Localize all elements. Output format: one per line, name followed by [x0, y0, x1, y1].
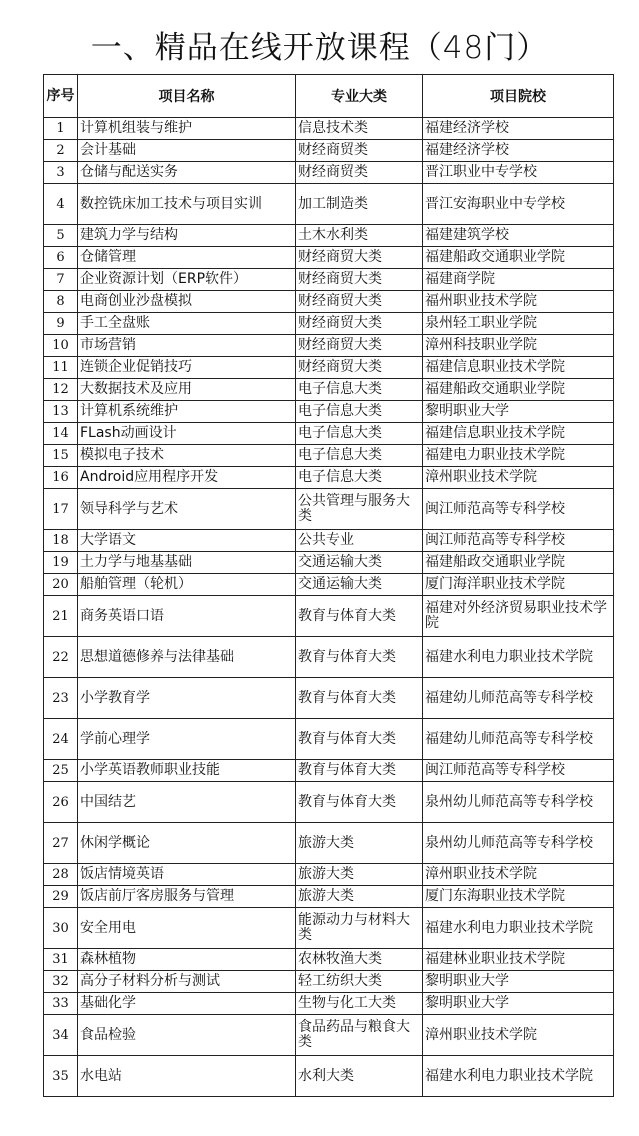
major-category: 财经商贸类 — [296, 162, 423, 184]
major-category: 交通运输大类 — [296, 574, 423, 596]
course-name: 基础化学 — [78, 993, 296, 1015]
table-row — [44, 760, 614, 782]
major-category: 土木水利类 — [296, 225, 423, 247]
school-name: 福建幼儿师范高等专科学校 — [423, 719, 614, 760]
major-category: 财经商贸大类 — [296, 313, 423, 335]
table-row — [44, 993, 614, 1015]
table-row — [44, 1015, 614, 1056]
school-name: 厦门海洋职业技术学院 — [423, 574, 614, 596]
course-name: 市场营销 — [78, 335, 296, 357]
course-name: 学前心理学 — [78, 719, 296, 760]
course-table-container — [43, 74, 613, 1097]
school-name: 福建经济学校 — [423, 140, 614, 162]
table-row — [44, 247, 614, 269]
major-category: 财经商贸大类 — [296, 335, 423, 357]
row-number: 16 — [44, 467, 78, 489]
row-number: 3 — [44, 162, 78, 184]
course-name: 思想道德修养与法律基础 — [78, 637, 296, 678]
header-major: 专业大类 — [296, 75, 423, 118]
course-name: 手工全盘账 — [78, 313, 296, 335]
row-number: 17 — [44, 489, 78, 530]
school-name: 福建信息职业技术学院 — [423, 423, 614, 445]
table-row — [44, 313, 614, 335]
row-number: 22 — [44, 637, 78, 678]
major-category: 财经商贸大类 — [296, 247, 423, 269]
table-row — [44, 530, 614, 552]
school-name: 福建经济学校 — [423, 118, 614, 140]
row-number: 26 — [44, 782, 78, 823]
table-row — [44, 335, 614, 357]
major-category: 教育与体育大类 — [296, 637, 423, 678]
course-name: 中国结艺 — [78, 782, 296, 823]
school-name: 漳州职业技术学院 — [423, 1015, 614, 1056]
major-category: 教育与体育大类 — [296, 719, 423, 760]
row-number: 10 — [44, 335, 78, 357]
school-name: 福建建筑学校 — [423, 225, 614, 247]
row-number: 30 — [44, 908, 78, 949]
header-seq: 序号 — [44, 75, 78, 118]
major-category: 财经商贸大类 — [296, 291, 423, 313]
major-category: 轻工纺织大类 — [296, 971, 423, 993]
major-category: 教育与体育大类 — [296, 782, 423, 823]
row-number: 19 — [44, 552, 78, 574]
course-name: 大学语文 — [78, 530, 296, 552]
row-number: 7 — [44, 269, 78, 291]
course-name: 饭店前厅客房服务与管理 — [78, 886, 296, 908]
school-name: 厦门东海职业技术学院 — [423, 886, 614, 908]
school-name: 福建水利电力职业技术学院 — [423, 908, 614, 949]
school-name: 福建林业职业技术学院 — [423, 949, 614, 971]
row-number: 28 — [44, 864, 78, 886]
table-body — [44, 118, 614, 1097]
school-name: 福建船政交通职业学院 — [423, 379, 614, 401]
major-category: 生物与化工大类 — [296, 993, 423, 1015]
row-number: 27 — [44, 823, 78, 864]
course-name: 大数据技术及应用 — [78, 379, 296, 401]
row-number: 34 — [44, 1015, 78, 1056]
major-category: 交通运输大类 — [296, 552, 423, 574]
row-number: 33 — [44, 993, 78, 1015]
school-name: 福建幼儿师范高等专科学校 — [423, 678, 614, 719]
major-category: 水利大类 — [296, 1056, 423, 1097]
row-number: 8 — [44, 291, 78, 313]
table-row — [44, 357, 614, 379]
course-name: 会计基础 — [78, 140, 296, 162]
school-name: 福建水利电力职业技术学院 — [423, 637, 614, 678]
table-row — [44, 269, 614, 291]
school-name: 福建船政交通职业学院 — [423, 552, 614, 574]
course-name: 建筑力学与结构 — [78, 225, 296, 247]
table-row — [44, 467, 614, 489]
course-name: 饭店情境英语 — [78, 864, 296, 886]
school-name: 闽江师范高等专科学校 — [423, 489, 614, 530]
row-number: 11 — [44, 357, 78, 379]
course-name: 企业资源计划（ERP软件） — [78, 269, 296, 291]
row-number: 35 — [44, 1056, 78, 1097]
course-name: 高分子材料分析与测试 — [78, 971, 296, 993]
school-name: 晋江职业中专学校 — [423, 162, 614, 184]
table-row — [44, 552, 614, 574]
table-row — [44, 574, 614, 596]
row-number: 32 — [44, 971, 78, 993]
row-number: 31 — [44, 949, 78, 971]
major-category: 食品药品与粮食大类 — [296, 1015, 423, 1056]
row-number: 18 — [44, 530, 78, 552]
course-name: 仓储与配送实务 — [78, 162, 296, 184]
major-category: 公共管理与服务大类 — [296, 489, 423, 530]
major-category: 电子信息大类 — [296, 467, 423, 489]
major-category: 信息技术类 — [296, 118, 423, 140]
table-row — [44, 971, 614, 993]
major-category: 农林牧渔大类 — [296, 949, 423, 971]
row-number: 29 — [44, 886, 78, 908]
school-name: 福建信息职业技术学院 — [423, 357, 614, 379]
school-name: 福建电力职业技术学院 — [423, 445, 614, 467]
major-category: 电子信息大类 — [296, 423, 423, 445]
major-category: 电子信息大类 — [296, 445, 423, 467]
table-row — [44, 379, 614, 401]
row-number: 2 — [44, 140, 78, 162]
major-category: 教育与体育大类 — [296, 596, 423, 637]
school-name: 黎明职业大学 — [423, 993, 614, 1015]
course-name: 食品检验 — [78, 1015, 296, 1056]
course-name: 土力学与地基基础 — [78, 552, 296, 574]
table-row — [44, 401, 614, 423]
school-name: 漳州职业技术学院 — [423, 864, 614, 886]
table-row — [44, 719, 614, 760]
course-name: 计算机组装与维护 — [78, 118, 296, 140]
course-name: 电商创业沙盘模拟 — [78, 291, 296, 313]
major-category: 公共专业 — [296, 530, 423, 552]
row-number: 25 — [44, 760, 78, 782]
course-name: 仓储管理 — [78, 247, 296, 269]
school-name: 福建商学院 — [423, 269, 614, 291]
table-row — [44, 225, 614, 247]
major-category: 财经商贸大类 — [296, 357, 423, 379]
page-title: 一、精品在线开放课程（48门） — [90, 30, 549, 66]
course-name: 小学教育学 — [78, 678, 296, 719]
header-name: 项目名称 — [78, 75, 296, 118]
table-row — [44, 184, 614, 225]
school-name: 闽江师范高等专科学校 — [423, 530, 614, 552]
course-name: 休闲学概论 — [78, 823, 296, 864]
major-category: 电子信息大类 — [296, 379, 423, 401]
major-category: 旅游大类 — [296, 864, 423, 886]
school-name: 漳州科技职业学院 — [423, 335, 614, 357]
school-name: 泉州轻工职业学院 — [423, 313, 614, 335]
course-name: 计算机系统维护 — [78, 401, 296, 423]
major-category: 财经商贸类 — [296, 140, 423, 162]
course-name: 领导科学与艺术 — [78, 489, 296, 530]
row-number: 9 — [44, 313, 78, 335]
school-name: 福州职业技术学院 — [423, 291, 614, 313]
row-number: 24 — [44, 719, 78, 760]
row-number: 5 — [44, 225, 78, 247]
table-row — [44, 140, 614, 162]
table-row — [44, 637, 614, 678]
table-row — [44, 162, 614, 184]
major-category: 教育与体育大类 — [296, 678, 423, 719]
row-number: 14 — [44, 423, 78, 445]
major-category: 教育与体育大类 — [296, 760, 423, 782]
table-row — [44, 423, 614, 445]
table-row — [44, 1056, 614, 1097]
course-name: 商务英语口语 — [78, 596, 296, 637]
row-number: 1 — [44, 118, 78, 140]
course-name: Android应用程序开发 — [78, 467, 296, 489]
header-school: 项目院校 — [423, 75, 614, 118]
row-number: 23 — [44, 678, 78, 719]
major-category: 财经商贸大类 — [296, 269, 423, 291]
row-number: 20 — [44, 574, 78, 596]
table-row — [44, 678, 614, 719]
school-name: 晋江安海职业中专学校 — [423, 184, 614, 225]
table-row — [44, 489, 614, 530]
table-row — [44, 886, 614, 908]
major-category: 旅游大类 — [296, 823, 423, 864]
course-name: 模拟电子技术 — [78, 445, 296, 467]
table-row — [44, 823, 614, 864]
table-row — [44, 118, 614, 140]
course-name: 连锁企业促销技巧 — [78, 357, 296, 379]
school-name: 福建船政交通职业学院 — [423, 247, 614, 269]
table-row — [44, 782, 614, 823]
school-name: 漳州职业技术学院 — [423, 467, 614, 489]
course-name: 船舶管理（轮机） — [78, 574, 296, 596]
school-name: 福建水利电力职业技术学院 — [423, 1056, 614, 1097]
school-name: 泉州幼儿师范高等专科学校 — [423, 782, 614, 823]
course-name: 森林植物 — [78, 949, 296, 971]
course-table — [43, 74, 614, 1097]
row-number: 21 — [44, 596, 78, 637]
major-category: 加工制造类 — [296, 184, 423, 225]
school-name: 泉州幼儿师范高等专科学校 — [423, 823, 614, 864]
school-name: 福建对外经济贸易职业技术学院 — [423, 596, 614, 637]
course-name: FLash动画设计 — [78, 423, 296, 445]
row-number: 13 — [44, 401, 78, 423]
table-row — [44, 864, 614, 886]
table-row — [44, 949, 614, 971]
row-number: 15 — [44, 445, 78, 467]
table-row — [44, 291, 614, 313]
row-number: 4 — [44, 184, 78, 225]
school-name: 闽江师范高等专科学校 — [423, 760, 614, 782]
school-name: 黎明职业大学 — [423, 971, 614, 993]
course-name: 安全用电 — [78, 908, 296, 949]
table-row — [44, 908, 614, 949]
course-name: 数控铣床加工技术与项目实训 — [78, 184, 296, 225]
major-category: 旅游大类 — [296, 886, 423, 908]
major-category: 能源动力与材料大类 — [296, 908, 423, 949]
row-number: 12 — [44, 379, 78, 401]
course-name: 水电站 — [78, 1056, 296, 1097]
school-name: 黎明职业大学 — [423, 401, 614, 423]
table-header-row — [44, 75, 614, 118]
table-row — [44, 445, 614, 467]
course-name: 小学英语教师职业技能 — [78, 760, 296, 782]
table-row — [44, 596, 614, 637]
major-category: 电子信息大类 — [296, 401, 423, 423]
row-number: 6 — [44, 247, 78, 269]
